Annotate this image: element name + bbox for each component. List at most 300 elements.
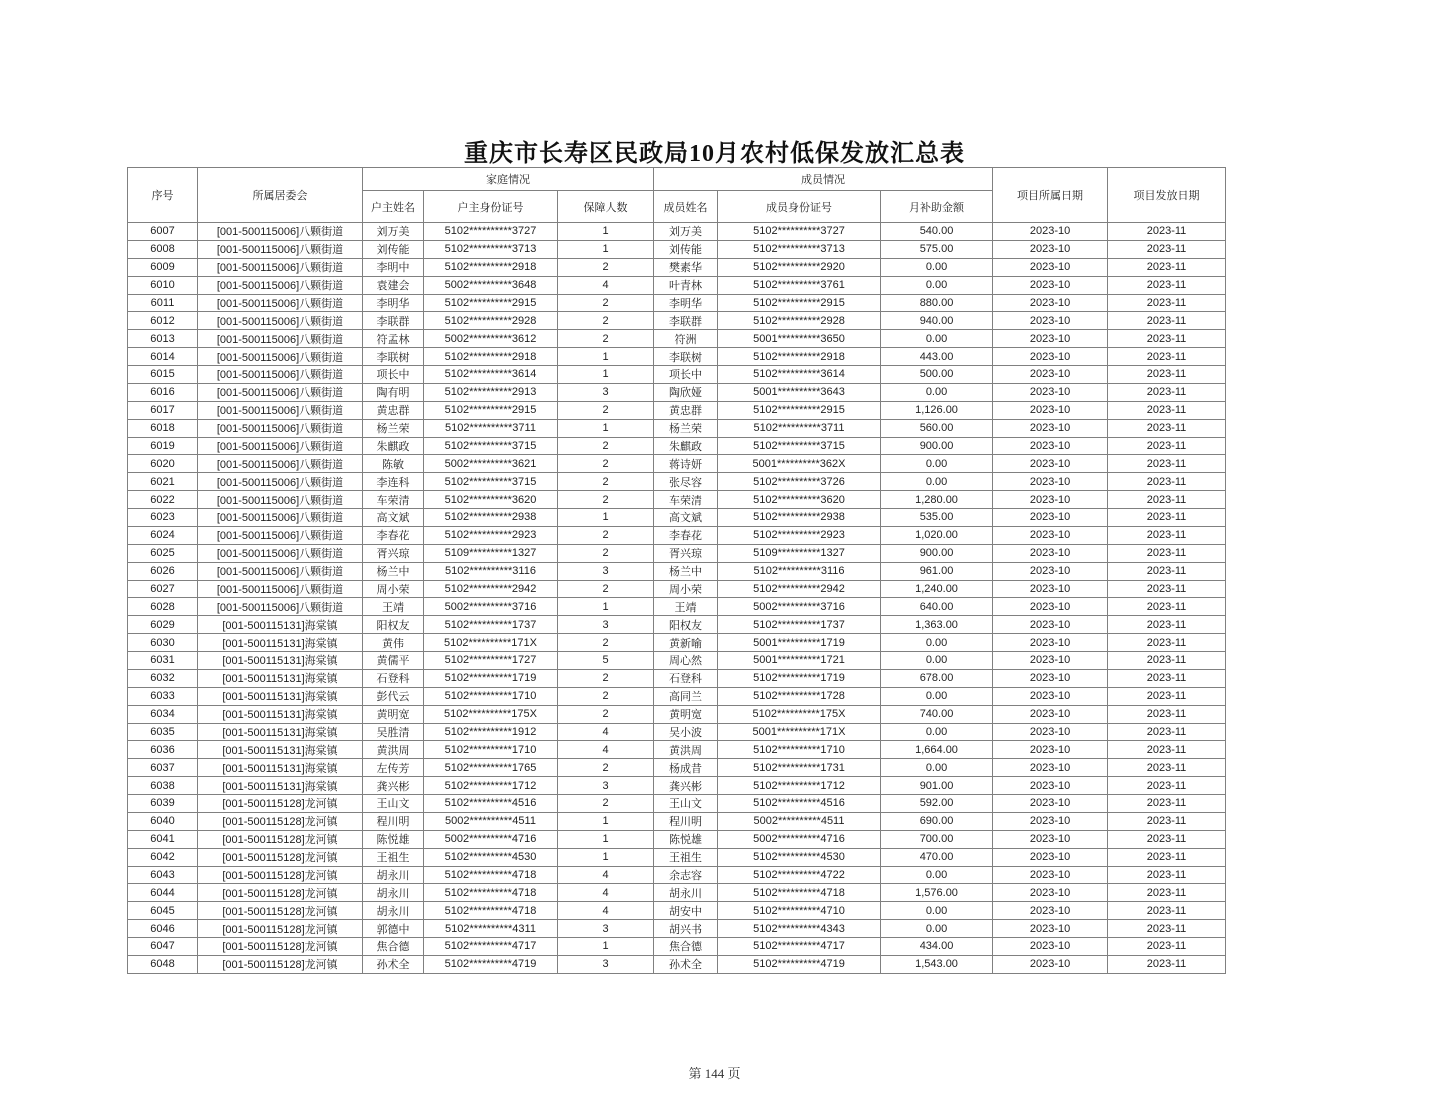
cell-committee: [001-500115006]八颗街道 (198, 598, 363, 616)
cell-member-name: 龚兴彬 (654, 777, 718, 795)
cell-head-name: 李明华 (363, 294, 424, 312)
cell-member-id: 5102**********1728 (718, 687, 881, 705)
cell-head-id: 5002**********4511 (424, 812, 558, 830)
table-row (128, 598, 1226, 616)
page-number: 第 144 页 (688, 1066, 741, 1081)
cell-subsidy-amount: 0.00 (881, 258, 993, 276)
cell-committee: [001-500115131]海棠镇 (198, 741, 363, 759)
cell-committee: [001-500115006]八颗街道 (198, 312, 363, 330)
table-row (128, 383, 1226, 401)
cell-seq: 6010 (128, 276, 198, 294)
cell-project-period: 2023-10 (993, 687, 1108, 705)
cell-project-period: 2023-10 (993, 705, 1108, 723)
cell-issue-date: 2023-11 (1108, 366, 1226, 384)
cell-committee: [001-500115128]龙河镇 (198, 884, 363, 902)
cell-project-period: 2023-10 (993, 759, 1108, 777)
table-row (128, 276, 1226, 294)
cell-committee: [001-500115006]八颗街道 (198, 562, 363, 580)
cell-seq: 6046 (128, 920, 198, 938)
cell-insured-count: 1 (558, 598, 654, 616)
cell-seq: 6039 (128, 795, 198, 813)
summary-table (127, 167, 1226, 974)
cell-insured-count: 1 (558, 830, 654, 848)
header-head-id: 户主身份证号 (424, 191, 558, 223)
cell-head-id: 5102**********3620 (424, 491, 558, 509)
cell-head-id: 5102**********1712 (424, 777, 558, 795)
cell-head-id: 5102**********4718 (424, 902, 558, 920)
cell-head-id: 5102**********3713 (424, 240, 558, 258)
table-row (128, 437, 1226, 455)
cell-project-period: 2023-10 (993, 330, 1108, 348)
cell-member-id: 5102**********4717 (718, 938, 881, 956)
cell-seq: 6026 (128, 562, 198, 580)
cell-committee: [001-500115128]龙河镇 (198, 938, 363, 956)
header-seq: 序号 (128, 168, 198, 223)
cell-insured-count: 2 (558, 455, 654, 473)
cell-subsidy-amount: 0.00 (881, 473, 993, 491)
cell-seq: 6040 (128, 812, 198, 830)
cell-issue-date: 2023-11 (1108, 634, 1226, 652)
cell-subsidy-amount: 900.00 (881, 544, 993, 562)
cell-head-name: 刘传能 (363, 240, 424, 258)
cell-seq: 6038 (128, 777, 198, 795)
cell-member-id: 5002**********3716 (718, 598, 881, 616)
cell-subsidy-amount: 470.00 (881, 848, 993, 866)
cell-issue-date: 2023-11 (1108, 652, 1226, 670)
cell-member-id: 5102**********4710 (718, 902, 881, 920)
cell-member-name: 黄忠群 (654, 401, 718, 419)
cell-member-name: 高同兰 (654, 687, 718, 705)
table-row (128, 866, 1226, 884)
cell-subsidy-amount: 0.00 (881, 759, 993, 777)
cell-subsidy-amount: 0.00 (881, 723, 993, 741)
cell-member-id: 5102**********3715 (718, 437, 881, 455)
cell-member-name: 余志容 (654, 866, 718, 884)
cell-seq: 6035 (128, 723, 198, 741)
cell-member-id: 5102**********175X (718, 705, 881, 723)
cell-member-name: 吴小波 (654, 723, 718, 741)
cell-issue-date: 2023-11 (1108, 473, 1226, 491)
table-row (128, 509, 1226, 527)
cell-member-id: 5102**********3713 (718, 240, 881, 258)
cell-project-period: 2023-10 (993, 830, 1108, 848)
cell-seq: 6009 (128, 258, 198, 276)
cell-seq: 6036 (128, 741, 198, 759)
cell-head-name: 黄洪周 (363, 741, 424, 759)
table-row (128, 223, 1226, 241)
cell-member-id: 5102**********4719 (718, 955, 881, 973)
cell-issue-date: 2023-11 (1108, 526, 1226, 544)
cell-subsidy-amount: 1,576.00 (881, 884, 993, 902)
cell-member-name: 刘万美 (654, 223, 718, 241)
cell-committee: [001-500115131]海棠镇 (198, 669, 363, 687)
table-row (128, 419, 1226, 437)
cell-project-period: 2023-10 (993, 938, 1108, 956)
cell-head-name: 王山文 (363, 795, 424, 813)
cell-member-id: 5102**********2915 (718, 401, 881, 419)
cell-issue-date: 2023-11 (1108, 866, 1226, 884)
cell-head-id: 5102**********1727 (424, 652, 558, 670)
cell-member-name: 叶青林 (654, 276, 718, 294)
cell-issue-date: 2023-11 (1108, 562, 1226, 580)
cell-insured-count: 2 (558, 473, 654, 491)
cell-insured-count: 2 (558, 580, 654, 598)
cell-issue-date: 2023-11 (1108, 419, 1226, 437)
cell-member-id: 5102**********2915 (718, 294, 881, 312)
cell-committee: [001-500115006]八颗街道 (198, 330, 363, 348)
cell-insured-count: 4 (558, 741, 654, 759)
cell-project-period: 2023-10 (993, 723, 1108, 741)
cell-committee: [001-500115006]八颗街道 (198, 419, 363, 437)
cell-member-id: 5102**********4516 (718, 795, 881, 813)
cell-seq: 6007 (128, 223, 198, 241)
cell-member-name: 孙术全 (654, 955, 718, 973)
cell-subsidy-amount: 900.00 (881, 437, 993, 455)
cell-head-id: 5102**********1710 (424, 741, 558, 759)
cell-committee: [001-500115006]八颗街道 (198, 491, 363, 509)
cell-head-name: 王祖生 (363, 848, 424, 866)
cell-project-period: 2023-10 (993, 580, 1108, 598)
table-row (128, 312, 1226, 330)
cell-project-period: 2023-10 (993, 455, 1108, 473)
cell-project-period: 2023-10 (993, 509, 1108, 527)
cell-committee: [001-500115131]海棠镇 (198, 652, 363, 670)
cell-head-id: 5102**********1912 (424, 723, 558, 741)
cell-member-name: 李明华 (654, 294, 718, 312)
table-row (128, 491, 1226, 509)
cell-issue-date: 2023-11 (1108, 830, 1226, 848)
table-row (128, 669, 1226, 687)
cell-project-period: 2023-10 (993, 652, 1108, 670)
cell-member-id: 5102**********3726 (718, 473, 881, 491)
cell-issue-date: 2023-11 (1108, 955, 1226, 973)
cell-seq: 6008 (128, 240, 198, 258)
cell-insured-count: 2 (558, 687, 654, 705)
header-member-name: 成员姓名 (654, 191, 718, 223)
cell-member-name: 杨兰中 (654, 562, 718, 580)
cell-insured-count: 2 (558, 401, 654, 419)
cell-member-name: 李联树 (654, 348, 718, 366)
header-head-name: 户主姓名 (363, 191, 424, 223)
table-row (128, 580, 1226, 598)
cell-project-period: 2023-10 (993, 795, 1108, 813)
cell-subsidy-amount: 0.00 (881, 276, 993, 294)
table-body (128, 223, 1226, 974)
cell-subsidy-amount: 961.00 (881, 562, 993, 580)
cell-insured-count: 4 (558, 902, 654, 920)
cell-seq: 6041 (128, 830, 198, 848)
header-committee: 所属居委会 (198, 168, 363, 223)
cell-member-name: 周小荣 (654, 580, 718, 598)
cell-member-id: 5102**********3761 (718, 276, 881, 294)
cell-head-id: 5002**********4716 (424, 830, 558, 848)
cell-subsidy-amount: 880.00 (881, 294, 993, 312)
cell-insured-count: 4 (558, 884, 654, 902)
cell-member-name: 陈悦雄 (654, 830, 718, 848)
table-row (128, 830, 1226, 848)
cell-issue-date: 2023-11 (1108, 294, 1226, 312)
cell-head-name: 杨兰荣 (363, 419, 424, 437)
table-row (128, 920, 1226, 938)
cell-member-name: 阳权友 (654, 616, 718, 634)
cell-member-id: 5102**********2928 (718, 312, 881, 330)
table-row (128, 955, 1226, 973)
cell-committee: [001-500115006]八颗街道 (198, 437, 363, 455)
cell-issue-date: 2023-11 (1108, 258, 1226, 276)
cell-member-id: 5102**********1719 (718, 669, 881, 687)
cell-head-name: 项长中 (363, 366, 424, 384)
cell-project-period: 2023-10 (993, 294, 1108, 312)
cell-seq: 6029 (128, 616, 198, 634)
cell-issue-date: 2023-11 (1108, 383, 1226, 401)
cell-head-name: 彭代云 (363, 687, 424, 705)
cell-committee: [001-500115006]八颗街道 (198, 348, 363, 366)
cell-head-name: 李连科 (363, 473, 424, 491)
table-row (128, 812, 1226, 830)
cell-head-id: 5002**********3612 (424, 330, 558, 348)
cell-member-name: 胡永川 (654, 884, 718, 902)
cell-insured-count: 1 (558, 240, 654, 258)
cell-seq: 6042 (128, 848, 198, 866)
cell-subsidy-amount: 1,020.00 (881, 526, 993, 544)
cell-member-name: 王祖生 (654, 848, 718, 866)
cell-seq: 6023 (128, 509, 198, 527)
cell-member-id: 5109**********1327 (718, 544, 881, 562)
cell-head-name: 黄伟 (363, 634, 424, 652)
cell-seq: 6012 (128, 312, 198, 330)
cell-head-name: 李联树 (363, 348, 424, 366)
cell-member-id: 5102**********2942 (718, 580, 881, 598)
cell-head-name: 高文斌 (363, 509, 424, 527)
cell-committee: [001-500115131]海棠镇 (198, 634, 363, 652)
cell-committee: [001-500115128]龙河镇 (198, 955, 363, 973)
cell-issue-date: 2023-11 (1108, 616, 1226, 634)
header-issue-date: 项目发放日期 (1108, 168, 1226, 223)
table-row (128, 848, 1226, 866)
cell-member-name: 黄明宽 (654, 705, 718, 723)
cell-head-id: 5102**********175X (424, 705, 558, 723)
cell-head-id: 5102**********171X (424, 634, 558, 652)
table-row (128, 473, 1226, 491)
cell-member-id: 5001**********1721 (718, 652, 881, 670)
cell-insured-count: 1 (558, 938, 654, 956)
cell-committee: [001-500115131]海棠镇 (198, 759, 363, 777)
cell-subsidy-amount: 940.00 (881, 312, 993, 330)
cell-committee: [001-500115006]八颗街道 (198, 294, 363, 312)
cell-issue-date: 2023-11 (1108, 223, 1226, 241)
cell-insured-count: 3 (558, 616, 654, 634)
cell-issue-date: 2023-11 (1108, 687, 1226, 705)
cell-project-period: 2023-10 (993, 598, 1108, 616)
cell-head-name: 杨兰中 (363, 562, 424, 580)
cell-insured-count: 3 (558, 920, 654, 938)
cell-insured-count: 1 (558, 509, 654, 527)
cell-subsidy-amount: 560.00 (881, 419, 993, 437)
cell-insured-count: 2 (558, 759, 654, 777)
cell-project-period: 2023-10 (993, 562, 1108, 580)
cell-member-id: 5102**********4722 (718, 866, 881, 884)
cell-head-id: 5102**********3614 (424, 366, 558, 384)
cell-head-name: 李春花 (363, 526, 424, 544)
cell-committee: [001-500115128]龙河镇 (198, 812, 363, 830)
cell-seq: 6025 (128, 544, 198, 562)
cell-project-period: 2023-10 (993, 812, 1108, 830)
cell-issue-date: 2023-11 (1108, 920, 1226, 938)
cell-subsidy-amount: 1,664.00 (881, 741, 993, 759)
table-row (128, 562, 1226, 580)
cell-seq: 6013 (128, 330, 198, 348)
table-row (128, 258, 1226, 276)
table-row (128, 705, 1226, 723)
cell-member-id: 5001**********362X (718, 455, 881, 473)
table-row (128, 759, 1226, 777)
cell-head-name: 刘万美 (363, 223, 424, 241)
cell-insured-count: 1 (558, 812, 654, 830)
cell-subsidy-amount: 0.00 (881, 383, 993, 401)
header-member-group: 成员情况 (654, 168, 993, 191)
cell-issue-date: 2023-11 (1108, 401, 1226, 419)
cell-seq: 6018 (128, 419, 198, 437)
cell-member-id: 5001**********3643 (718, 383, 881, 401)
cell-committee: [001-500115128]龙河镇 (198, 902, 363, 920)
cell-member-name: 焦合德 (654, 938, 718, 956)
cell-insured-count: 1 (558, 223, 654, 241)
table-row (128, 544, 1226, 562)
cell-committee: [001-500115006]八颗街道 (198, 366, 363, 384)
cell-head-id: 5002**********3621 (424, 455, 558, 473)
cell-member-name: 李春花 (654, 526, 718, 544)
cell-member-name: 樊素华 (654, 258, 718, 276)
cell-head-id: 5002**********3648 (424, 276, 558, 294)
cell-head-id: 5102**********4530 (424, 848, 558, 866)
cell-issue-date: 2023-11 (1108, 741, 1226, 759)
cell-head-id: 5102**********2918 (424, 348, 558, 366)
cell-insured-count: 4 (558, 723, 654, 741)
cell-project-period: 2023-10 (993, 276, 1108, 294)
cell-committee: [001-500115128]龙河镇 (198, 848, 363, 866)
cell-insured-count: 2 (558, 705, 654, 723)
table-row (128, 723, 1226, 741)
cell-issue-date: 2023-11 (1108, 812, 1226, 830)
cell-head-id: 5102**********2923 (424, 526, 558, 544)
cell-head-id: 5102**********3116 (424, 562, 558, 580)
cell-head-name: 程川明 (363, 812, 424, 830)
cell-project-period: 2023-10 (993, 348, 1108, 366)
cell-insured-count: 2 (558, 669, 654, 687)
cell-issue-date: 2023-11 (1108, 759, 1226, 777)
cell-insured-count: 3 (558, 383, 654, 401)
cell-committee: [001-500115006]八颗街道 (198, 544, 363, 562)
cell-committee: [001-500115128]龙河镇 (198, 920, 363, 938)
cell-insured-count: 3 (558, 777, 654, 795)
header-member-id: 成员身份证号 (718, 191, 881, 223)
cell-insured-count: 3 (558, 955, 654, 973)
cell-seq: 6037 (128, 759, 198, 777)
cell-seq: 6031 (128, 652, 198, 670)
cell-committee: [001-500115006]八颗街道 (198, 223, 363, 241)
cell-committee: [001-500115131]海棠镇 (198, 705, 363, 723)
table-row (128, 777, 1226, 795)
cell-subsidy-amount: 434.00 (881, 938, 993, 956)
cell-committee: [001-500115006]八颗街道 (198, 383, 363, 401)
cell-issue-date: 2023-11 (1108, 330, 1226, 348)
table-row (128, 634, 1226, 652)
cell-insured-count: 2 (558, 634, 654, 652)
cell-head-id: 5102**********2915 (424, 401, 558, 419)
cell-member-name: 周心然 (654, 652, 718, 670)
cell-head-id: 5102**********3727 (424, 223, 558, 241)
cell-member-id: 5102**********3711 (718, 419, 881, 437)
page-title: 重庆市长寿区民政局10月农村低保发放汇总表 (464, 141, 965, 167)
cell-issue-date: 2023-11 (1108, 509, 1226, 527)
cell-member-name: 王山文 (654, 795, 718, 813)
cell-project-period: 2023-10 (993, 848, 1108, 866)
cell-member-id: 5001**********1719 (718, 634, 881, 652)
cell-seq: 6048 (128, 955, 198, 973)
table-row (128, 401, 1226, 419)
cell-member-id: 5102**********3620 (718, 491, 881, 509)
cell-member-name: 蒋诗妍 (654, 455, 718, 473)
cell-member-id: 5102**********4530 (718, 848, 881, 866)
cell-subsidy-amount: 1,126.00 (881, 401, 993, 419)
header-family-group: 家庭情况 (363, 168, 654, 191)
cell-head-id: 5102**********4311 (424, 920, 558, 938)
cell-seq: 6033 (128, 687, 198, 705)
cell-head-id: 5102**********2918 (424, 258, 558, 276)
cell-subsidy-amount: 1,363.00 (881, 616, 993, 634)
cell-head-name: 王靖 (363, 598, 424, 616)
cell-seq: 6019 (128, 437, 198, 455)
cell-head-id: 5002**********3716 (424, 598, 558, 616)
cell-insured-count: 2 (558, 491, 654, 509)
table-row (128, 795, 1226, 813)
cell-member-name: 高文斌 (654, 509, 718, 527)
table-row (128, 348, 1226, 366)
cell-project-period: 2023-10 (993, 312, 1108, 330)
cell-issue-date: 2023-11 (1108, 723, 1226, 741)
cell-project-period: 2023-10 (993, 223, 1108, 241)
cell-insured-count: 5 (558, 652, 654, 670)
cell-head-name: 周小荣 (363, 580, 424, 598)
cell-insured-count: 2 (558, 312, 654, 330)
cell-insured-count: 4 (558, 276, 654, 294)
cell-issue-date: 2023-11 (1108, 437, 1226, 455)
cell-head-name: 焦合德 (363, 938, 424, 956)
cell-subsidy-amount: 540.00 (881, 223, 993, 241)
cell-insured-count: 3 (558, 562, 654, 580)
cell-member-name: 李联群 (654, 312, 718, 330)
cell-project-period: 2023-10 (993, 401, 1108, 419)
cell-committee: [001-500115131]海棠镇 (198, 777, 363, 795)
cell-seq: 6015 (128, 366, 198, 384)
cell-head-id: 5102**********3715 (424, 437, 558, 455)
cell-subsidy-amount: 0.00 (881, 920, 993, 938)
cell-issue-date: 2023-11 (1108, 884, 1226, 902)
header-row-groups (128, 168, 1226, 191)
cell-insured-count: 2 (558, 795, 654, 813)
cell-issue-date: 2023-11 (1108, 455, 1226, 473)
cell-seq: 6034 (128, 705, 198, 723)
cell-issue-date: 2023-11 (1108, 312, 1226, 330)
cell-seq: 6024 (128, 526, 198, 544)
cell-issue-date: 2023-11 (1108, 902, 1226, 920)
cell-issue-date: 2023-11 (1108, 491, 1226, 509)
cell-issue-date: 2023-11 (1108, 276, 1226, 294)
cell-committee: [001-500115006]八颗街道 (198, 509, 363, 527)
cell-member-id: 5102**********4718 (718, 884, 881, 902)
cell-project-period: 2023-10 (993, 437, 1108, 455)
cell-committee: [001-500115006]八颗街道 (198, 401, 363, 419)
